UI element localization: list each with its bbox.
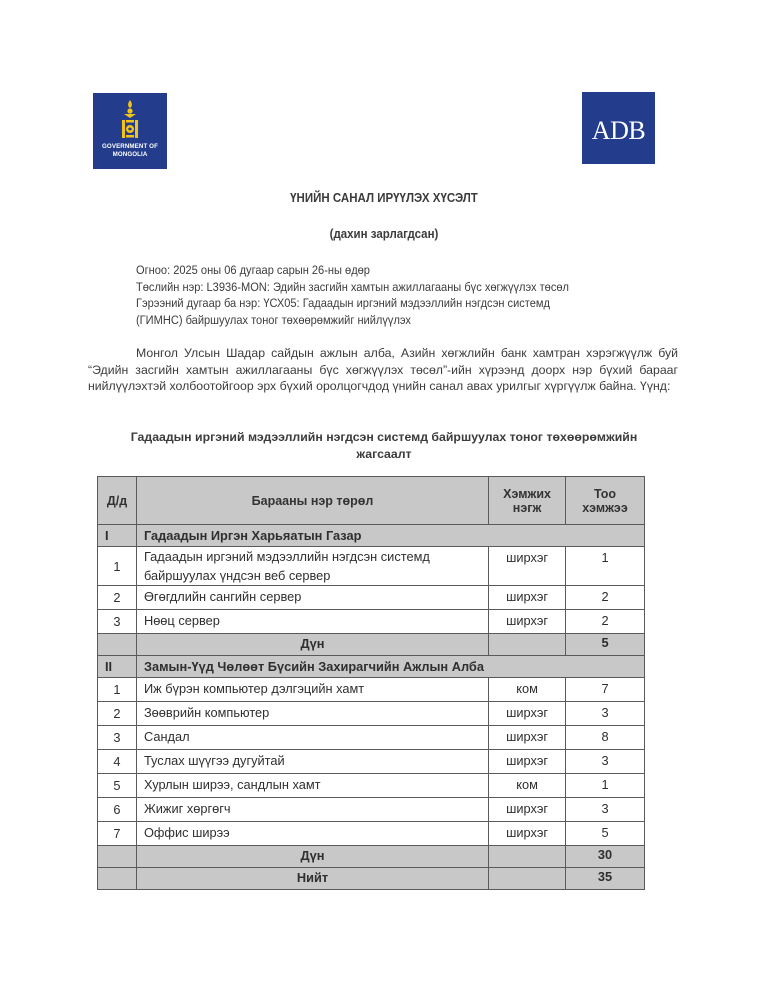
section-row — [98, 656, 645, 678]
empty-cell — [98, 868, 137, 890]
row-qty: 7 — [566, 678, 645, 702]
row-number: 3 — [98, 726, 137, 750]
row-unit: ширхэг — [489, 750, 566, 774]
table-title: Гадаадын иргэний мэдээллийн нэгдсэн системд байршуулах тоног төхөөрөмжийн жагсаалт — [130, 430, 638, 461]
row-number: 3 — [98, 610, 137, 634]
row-unit: ширхэг — [489, 726, 566, 750]
row-number: 7 — [98, 822, 137, 846]
adb-logo-text: ADB — [591, 116, 646, 145]
header-name: Барааны нэр төрөл — [136, 477, 488, 525]
row-item-name: Хурлын ширээ, сандлын хамт — [136, 774, 488, 798]
subtotal-row — [98, 846, 645, 868]
logo-caption-line2: MONGOLIA — [112, 151, 148, 158]
row-number: 6 — [98, 798, 137, 822]
row-unit: ширхэг — [489, 702, 566, 726]
row-unit: ширхэг — [489, 547, 566, 586]
table-row — [98, 726, 645, 750]
items-table — [97, 476, 645, 890]
section-number: II — [98, 656, 137, 678]
row-item-name: Гадаадын иргэний мэдээллийн нэгдсэн системд байршуулах үндсэн веб сервер — [136, 547, 488, 586]
table-row — [98, 822, 645, 846]
grand-total-label: Нийт — [136, 868, 488, 890]
table-row — [98, 547, 645, 586]
table-row — [98, 774, 645, 798]
row-number: 1 — [98, 678, 137, 702]
row-qty: 5 — [566, 822, 645, 846]
meta-contract-line2: (ГИМНС) байршуулах тоног төхөөрөмжийг нийлүүлэх — [136, 312, 411, 327]
row-qty: 3 — [566, 798, 645, 822]
row-unit: ширхэг — [489, 798, 566, 822]
section-name: Замын-Үүд Чөлөөт Бүсийн Захирагчийн Ажлын Алба — [136, 656, 644, 678]
soyombo-emblem-icon — [119, 99, 141, 143]
row-item-name: Оффис ширээ — [136, 822, 488, 846]
table-header-row — [98, 477, 645, 525]
table-row — [98, 610, 645, 634]
header-qty: Тоо хэмжээ — [566, 477, 645, 525]
section-name: Гадаадын Иргэн Харьяатын Газар — [136, 525, 644, 547]
meta-date: Огноо: 2025 оны 06 дугаар сарын 26-ны өдөр — [136, 263, 370, 277]
row-unit: ширхэг — [489, 586, 566, 610]
row-item-name: Зөөврийн компьютер — [136, 702, 488, 726]
row-qty: 8 — [566, 726, 645, 750]
empty-cell — [98, 634, 137, 656]
row-number: 2 — [98, 702, 137, 726]
row-qty: 3 — [566, 702, 645, 726]
row-item-name: Жижиг хөргөгч — [136, 798, 488, 822]
subtotal-label: Дүн — [136, 634, 488, 656]
row-qty: 3 — [566, 750, 645, 774]
intro-paragraph: Монгол Улсын Шадар сайдын ажлын алба, Азийн хөгжлийн банк хамтран хэрэгжүүлж буй “Эдийн засгийн хамтын ажиллагааны бүс хөгжүүлэх төсөл”-ийн хүрээнд доорх нэр бүхий барааг нийлүүлэхтэй холбоотойгоор эрх бүхий оролцогчдод үнийн санал авах урилгыг хүргүүлж байна. Үүнд: — [88, 346, 678, 394]
subtotal-label: Дүн — [136, 846, 488, 868]
table-row — [98, 798, 645, 822]
row-number: 4 — [98, 750, 137, 774]
table-row — [98, 702, 645, 726]
section-number: I — [98, 525, 137, 547]
subtotal-row — [98, 634, 645, 656]
header-no: Д/д — [98, 477, 137, 525]
grand-total-value: 35 — [566, 868, 645, 890]
subtotal-value: 5 — [566, 634, 645, 656]
row-unit: ширхэг — [489, 822, 566, 846]
row-number: 2 — [98, 586, 137, 610]
table-row — [98, 678, 645, 702]
empty-cell — [489, 846, 566, 868]
row-qty: 1 — [566, 774, 645, 798]
meta-project: Төслийн нэр: L3936-MON: Эдийн засгийн хамтын ажиллагааны бүс хөгжүүлэх төсөл — [136, 279, 569, 294]
logo-caption-line1: GOVERNMENT OF — [102, 143, 158, 150]
row-item-name: Нөөц сервер — [136, 610, 488, 634]
document-title: ҮНИЙН САНАЛ ИРҮҮЛЭХ ХҮСЭЛТ — [290, 191, 478, 205]
empty-cell — [489, 634, 566, 656]
row-number: 5 — [98, 774, 137, 798]
header-unit: Хэмжих нэгж — [489, 477, 566, 525]
meta-contract-line1: Гэрээний дугаар ба нэр: ҮСХ05: Гадаадын иргэний мэдээллийн нэгдсэн системд — [136, 296, 550, 311]
empty-cell — [489, 868, 566, 890]
row-qty: 2 — [566, 610, 645, 634]
document-subtitle: (дахин зарлагдсан) — [329, 227, 439, 241]
row-unit: ком — [489, 678, 566, 702]
row-number: 1 — [98, 547, 137, 586]
row-item-name: Өгөгдлийн сангийн сервер — [136, 586, 488, 610]
row-item-name: Иж бүрэн компьютер дэлгэцийн хамт — [136, 678, 488, 702]
document-meta — [136, 262, 676, 328]
table-row — [98, 586, 645, 610]
row-unit: ком — [489, 774, 566, 798]
table-row — [98, 750, 645, 774]
row-unit: ширхэг — [489, 610, 566, 634]
subtotal-value: 30 — [566, 846, 645, 868]
government-of-mongolia-logo — [93, 93, 167, 169]
row-item-name: Сандал — [136, 726, 488, 750]
adb-logo — [582, 92, 655, 164]
row-qty: 1 — [566, 547, 645, 586]
section-row — [98, 525, 645, 547]
empty-cell — [98, 846, 137, 868]
grand-total-row — [98, 868, 645, 890]
row-qty: 2 — [566, 586, 645, 610]
row-item-name: Туслах шүүгээ дугуйтай — [136, 750, 488, 774]
